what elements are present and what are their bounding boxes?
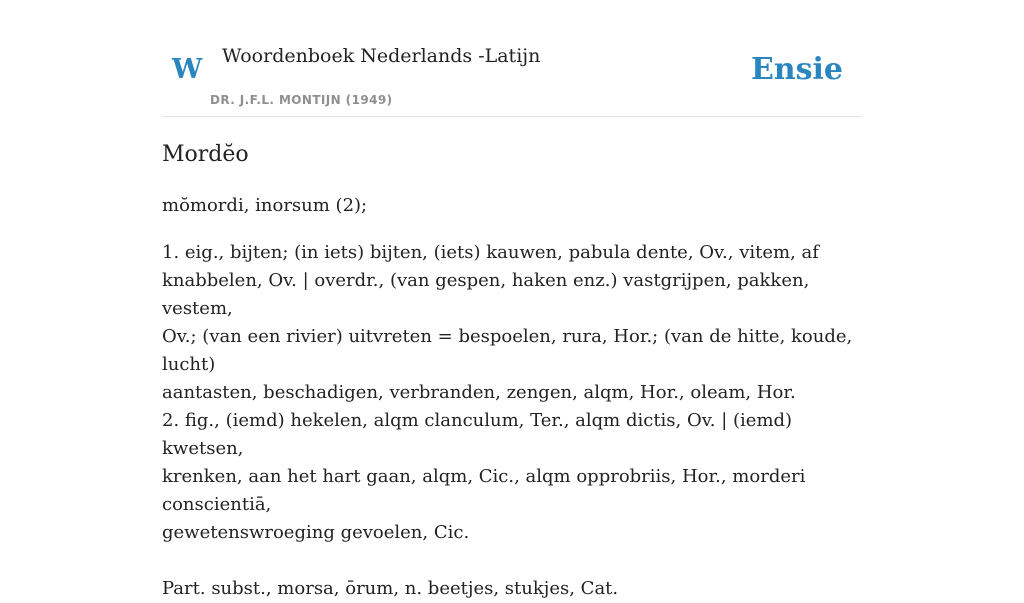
entry-substantive: Part. subst., morsa, ōrum, n. beetjes, stukjes, Cat. [162, 578, 619, 599]
definition-line: 1. eig., bijten; (in iets) bijten, (iets) kauwen, pabula dente, Ov., vitem, af [162, 242, 819, 263]
dictionary-header [162, 0, 862, 117]
entry-content [162, 138, 862, 603]
dictionary-logo[interactable]: W [172, 54, 203, 85]
definition-line: aantasten, beschadigen, verbranden, zengen, alqm, Hor., oleam, Hor. [162, 382, 796, 403]
entry-headword: Mordĕo [162, 142, 249, 167]
definition-line: krenken, aan het hart gaan, alqm, Cic., alqm opprobriis, Hor., morderi conscientiā, [162, 466, 806, 515]
definition-line: gewetenswroeging gevoelen, Cic. [162, 522, 470, 543]
ensie-logo-link[interactable]: Ensie [750, 52, 843, 87]
definition-line: Ov.; (van een rivier) uitvreten = bespoelen, rura, Hor.; (van de hitte, koude, lucht) [162, 326, 853, 375]
definition-line: knabbelen, Ov. | overdr., (van gespen, haken enz.) vastgrijpen, pakken, vestem, [162, 270, 810, 319]
dictionary-author: DR. J.F.L. MONTIJN (1949) [210, 93, 393, 107]
entry-forms: mŏmordi, inorsum (2); [162, 195, 368, 216]
dictionary-title[interactable]: Woordenboek Nederlands -Latijn [222, 45, 541, 67]
entry-definition [162, 239, 862, 547]
definition-line: 2. fig., (iemd) hekelen, alqm clanculum, Ter., alqm dictis, Ov. | (iemd) kwetsen, [162, 410, 793, 459]
